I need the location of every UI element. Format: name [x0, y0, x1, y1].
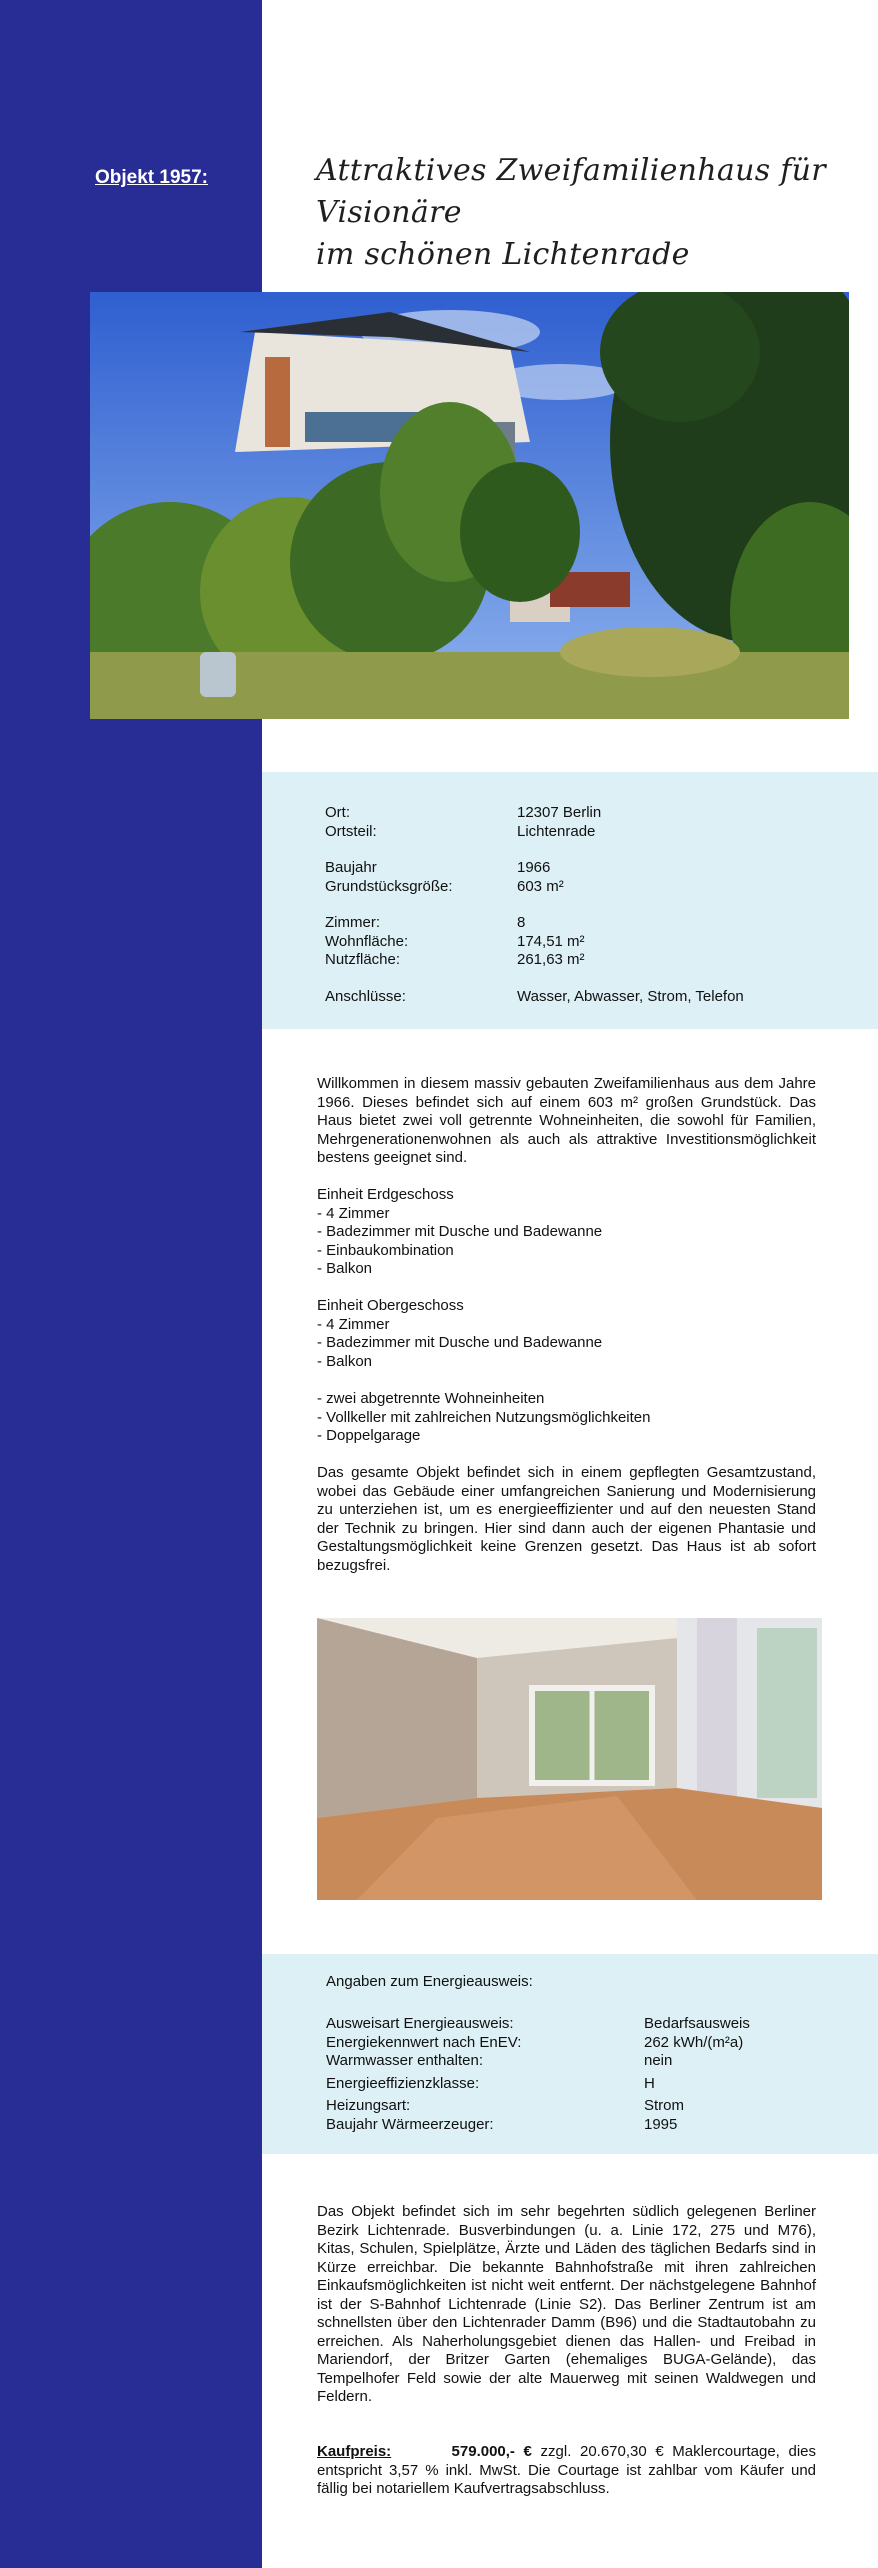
energy-label: Heizungsart: [326, 2097, 411, 2114]
unit-og-heading: Einheit Obergeschoss [317, 1297, 464, 1314]
extras-list [317, 1390, 651, 1446]
fact-row-baujahr [325, 859, 744, 878]
fact-value: Wasser, Abwasser, Strom, Telefon [517, 987, 744, 1005]
page-title [316, 150, 836, 276]
energy-label: Baujahr Wärmeerzeuger: [326, 2115, 494, 2133]
intro-paragraph: Willkommen in diesem massiv gebauten Zweifamilienhaus aus dem Jahre 1966. Dieses befindet sich auf einem 603 m² großen Grundstück. Das Haus bietet zwei voll getrennte Wohneinheiten, die sowohl für Familien, Mehrgenerationenwohnen als auch als attraktive Investitionsmöglichkeit bestens geeignet sind. [317, 1075, 816, 1166]
energy-value: Bedarfsausweis [644, 2015, 750, 2032]
energy-value: H [644, 2074, 655, 2092]
fact-row-grundstueck [325, 878, 744, 897]
fact-row-ort [325, 804, 744, 823]
fact-value: Lichtenrade [517, 822, 596, 840]
unit-og [317, 1297, 602, 1371]
house-photo [90, 292, 849, 719]
price-paragraph [317, 2443, 816, 2499]
energy-row [326, 2116, 750, 2135]
facts-list [325, 804, 744, 1006]
condition-paragraph: Das gesamte Objekt befindet sich in einem gepflegten Gesamtzustand, wobei das Gebäude einer umfangreichen Sanierung und Modernisierung zu unterziehen ist, um es energieeffizienter und auf den neuesten Stand der Technik zu bringen. Hier sind dann auch der eigenen Phantasie und Gestaltungsmöglichkeit keine Grenzen gesetzt. Das Haus ist ab sofort bezugsfrei. [317, 1464, 816, 1574]
title-line-2: im schönen Lichtenrade [316, 237, 690, 272]
list-item: - Doppelgarage [317, 1427, 421, 1444]
energy-label: Energieeffizienzklasse: [326, 2074, 480, 2092]
list-item: - Balkon [317, 1352, 373, 1370]
energy-label: Warmwasser enthalten: [326, 2052, 484, 2069]
energy-row [326, 2052, 750, 2071]
room-photo [317, 1618, 822, 1900]
fact-value: 603 m² [517, 877, 564, 895]
list-item: - 4 Zimmer [317, 1204, 390, 1222]
list-item: - 4 Zimmer [317, 1315, 390, 1333]
energy-list [326, 2015, 750, 2134]
fact-label: Nutzfläche: [325, 951, 401, 968]
fact-label: Zimmer: [325, 914, 380, 931]
energy-value: 1995 [644, 2115, 678, 2133]
fact-label: Ort: [325, 804, 350, 821]
energy-row [326, 2075, 750, 2094]
fact-row-ortsteil [325, 823, 744, 842]
energy-row [326, 2097, 750, 2116]
energy-label: Ausweisart Energieausweis: [326, 2015, 514, 2032]
energy-row [326, 2015, 750, 2034]
energy-heading: Angaben zum Energieausweis: [326, 1973, 533, 1990]
fact-row-anschluesse [325, 988, 744, 1007]
price-label: Kaufpreis: [317, 2443, 392, 2460]
list-item: - Einbaukombination [317, 1241, 454, 1259]
fact-value: 12307 Berlin [517, 804, 602, 821]
unit-eg [317, 1186, 602, 1279]
energy-label: Energiekennwert nach EnEV: [326, 2033, 522, 2051]
fact-row-zimmer [325, 914, 744, 933]
fact-label: Anschlüsse: [325, 987, 406, 1005]
object-label: Objekt 1957: [95, 167, 208, 188]
energy-value: 262 kWh/(m²a) [644, 2033, 744, 2051]
energy-value: Strom [644, 2097, 685, 2114]
list-item: - Balkon [317, 1260, 373, 1277]
list-item: - Vollkeller mit zahlreichen Nutzungsmöglichkeiten [317, 1408, 651, 1426]
title-line-1: Attraktives Zweifamilienhaus für Visionäre [316, 153, 826, 230]
list-item: - zwei abgetrennte Wohneinheiten [317, 1390, 545, 1407]
fact-value: 174,51 m² [517, 932, 585, 950]
location-paragraph: Das Objekt befindet sich im sehr begehrten südlich gelegenen Berliner Bezirk Lichtenrade. Busverbindungen (u. a. Linie 172, 275 und M76), Kitas, Schulen, Spielplätze, Ärzte und Läden des täglichen Bedarfs sind in Kürze erreichbar. Die bekannte Bahnhofstraße mit ihren zahlreichen Einkaufsmöglichkeiten ist nicht weit entfernt. Der nächstgelegene Bahnhof ist der S-Bahnhof Lichtenrade (Linie S2). Das Berliner Zentrum ist am schnellsten über den Lichtenrader Damm (B96) und die Stadtautobahn zu erreichen. Als Naherholungsgebiet dienen das Hallen- und Freibad in Mariendorf, der Britzer Garten (ehemaliges BUGA-Gelände), das Tempelhofer Feld sowie der alte Mauerweg mit seinen Waldwegen und Feldern. [317, 2203, 816, 2405]
list-item: - Badezimmer mit Dusche und Badewanne [317, 1223, 603, 1240]
fact-row-wohnflaeche [325, 933, 744, 952]
price-text: zzgl. 20.670,30 € Maklercourtage, dies entspricht 3,57 % inkl. MwSt. Die Courtage ist zahlbar vom Käufer und fällig bei notariellem Kaufvertragsabschluss. [317, 2443, 816, 2497]
fact-value: 8 [517, 914, 526, 931]
price-value: 579.000,- € [451, 2443, 532, 2460]
energy-row [326, 2034, 750, 2053]
fact-value: 261,63 m² [517, 951, 585, 968]
fact-label: Wohnfläche: [325, 932, 409, 950]
unit-eg-heading: Einheit Erdgeschoss [317, 1186, 454, 1203]
energy-value: nein [644, 2052, 673, 2069]
fact-label: Grundstücksgröße: [325, 877, 453, 895]
fact-row-nutzflaeche [325, 951, 744, 970]
fact-label: Baujahr [325, 859, 377, 876]
fact-value: 1966 [517, 859, 551, 876]
list-item: - Badezimmer mit Dusche und Badewanne [317, 1334, 603, 1351]
fact-label: Ortsteil: [325, 822, 377, 840]
